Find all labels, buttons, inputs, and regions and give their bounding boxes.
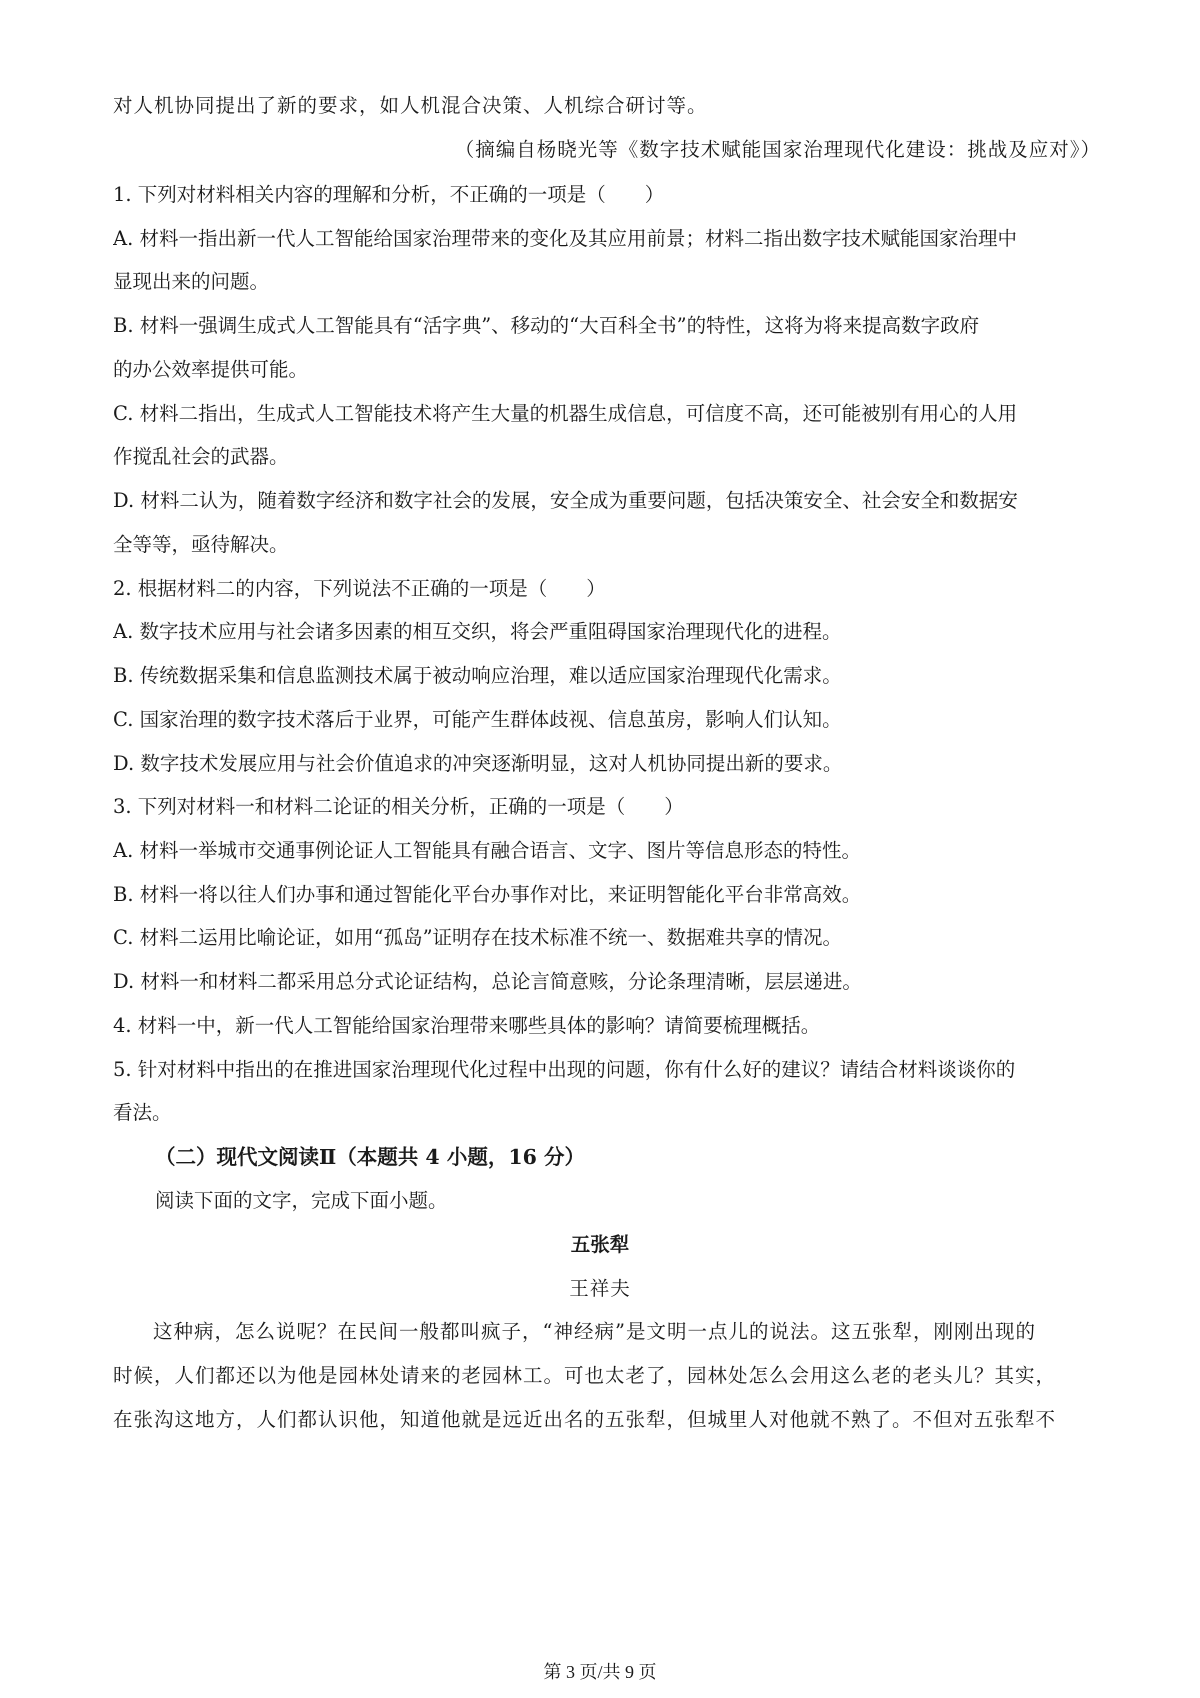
question-1-option-a: A. 材料一指出新一代人工智能给国家治理带来的变化及其应用前景；材料二指出数字技术赋能国家治理中: [113, 227, 1017, 250]
reading-instruction: 阅读下面的文字，完成下面小题。: [155, 1189, 448, 1212]
question-2-option-b: B. 传统数据采集和信息监测技术属于被动响应治理，难以适应国家治理现代化需求。: [113, 664, 842, 687]
continuation-line: 对人机协同提出了新的要求，如人机混合决策、人机综合研讨等。: [113, 94, 708, 117]
question-2-option-c: C. 国家治理的数字技术落后于业界，可能产生群体歧视、信息茧房，影响人们认知。: [113, 708, 842, 731]
question-1-option-d: D. 材料二认为，随着数字经济和数字社会的发展，安全成为重要问题，包括决策安全、社会安全和数据安: [113, 489, 1018, 512]
question-3-option-a: A. 材料一举城市交通事例论证人工智能具有融合语言、文字、图片等信息形态的特性。: [113, 839, 861, 862]
story-author: 王祥夫: [569, 1277, 631, 1300]
story-paragraph-line-3: 在张沟这地方，人们都认识他，知道他就是远近出名的五张犁，但城里人对他就不熟了。不但对五张犁不: [113, 1408, 1057, 1431]
question-1-option-b-cont: 的办公效率提供可能。: [113, 358, 309, 381]
question-1-option-b: B. 材料一强调生成式人工智能具有“活字典”、移动的“大百科全书”的特性，这将为将来提高数字政府: [113, 314, 980, 337]
question-2-option-a: A. 数字技术应用与社会诸多因素的相互交织，将会严重阻碍国家治理现代化的进程。: [113, 620, 842, 643]
question-2-stem: 2. 根据材料二的内容，下列说法不正确的一项是（ ）: [113, 577, 606, 600]
question-1-option-d-cont: 全等等，亟待解决。: [113, 533, 289, 556]
story-title: 五张犁: [570, 1233, 630, 1256]
question-1-option-c-cont: 作搅乱社会的武器。: [113, 445, 289, 468]
question-1-option-c: C. 材料二指出，生成式人工智能技术将产生大量的机器生成信息，可信度不高，还可能被别有用心的人用: [113, 402, 1018, 425]
question-3-option-d: D. 材料一和材料二都采用总分式论证结构，总论言简意赅，分论条理清晰，层层递进。: [113, 970, 862, 993]
question-1-option-a-cont: 显现出来的问题。: [113, 270, 270, 293]
question-2-option-d: D. 数字技术发展应用与社会价值追求的冲突逐渐明显，这对人机协同提出新的要求。: [113, 752, 843, 775]
section-title: （二）现代文阅读Ⅱ（本题共 4 小题，16 分）: [155, 1145, 585, 1169]
question-3-option-c: C. 材料二运用比喻论证，如用“孤岛”证明存在技术标准不统一、数据难共享的情况。: [113, 926, 843, 949]
question-5: 5. 针对材料中指出的在推进国家治理现代化过程中出现的问题，你有什么好的建议？请结合材料谈谈你的: [113, 1058, 1016, 1081]
source-citation: （摘编自杨晓光等《数字技术赋能国家治理现代化建设：挑战及应对》）: [454, 138, 1101, 161]
question-4: 4. 材料一中，新一代人工智能给国家治理带来哪些具体的影响？请简要梳理概括。: [113, 1014, 821, 1037]
question-3-option-b: B. 材料一将以往人们办事和通过智能化平台办事作对比，来证明智能化平台非常高效。: [113, 883, 862, 906]
story-paragraph-line-1: 这种病，怎么说呢？在民间一般都叫疯子，“神经病”是文明一点儿的说法。这五张犁，刚刚出现的: [153, 1320, 1036, 1343]
story-paragraph-line-2: 时候，人们都还以为他是园林处请来的老园林工。可也太老了，园林处怎么会用这么老的老头儿？其实，: [113, 1364, 1057, 1387]
question-5-cont: 看法。: [113, 1101, 172, 1124]
page-footer: 第 3 页/共 9 页: [543, 1662, 657, 1682]
question-3-stem: 3. 下列对材料一和材料二论证的相关分析，正确的一项是（ ）: [113, 795, 684, 818]
question-1-stem: 1. 下列对材料相关内容的理解和分析，不正确的一项是（ ）: [113, 183, 665, 206]
